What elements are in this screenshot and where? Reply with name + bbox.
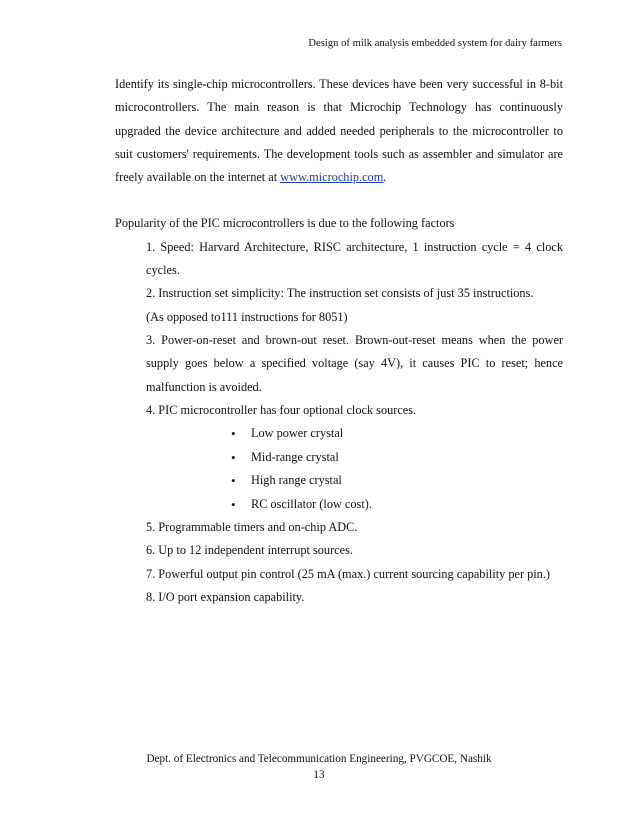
- popularity-heading: Popularity of the PIC microcontrollers is due to the following factors: [115, 216, 455, 231]
- page-header: Design of milk analysis embedded system for dairy farmers: [308, 38, 562, 49]
- factor-item-output-pin: 7. Powerful output pin control (25 mA (max.) current sourcing capability per pin.): [146, 566, 550, 581]
- factor-item-reset: 3. Power-on-reset and brown-out reset. Brown-out-reset means when the power supply goes below a specified voltage (say 4V), it causes PIC to reset; hence malfunction is avoided.: [146, 332, 563, 394]
- clock-source-list: [146, 422, 563, 516]
- page-footer: [0, 751, 638, 783]
- intro-end: .: [383, 170, 387, 185]
- factor-item-timers: 5. Programmable timers and on-chip ADC.: [146, 520, 358, 535]
- microchip-link[interactable]: www.microchip.com: [280, 170, 384, 185]
- factor-list: [115, 236, 563, 610]
- factor-item-io-expansion: 8. I/O port expansion capability.: [146, 590, 305, 605]
- factor-item-clock-sources: 4. PIC microcontroller has four optional clock sources.: [146, 402, 417, 417]
- clock-source-item: • RC oscillator (low cost).: [231, 493, 563, 517]
- factor-item-speed: 1. Speed: Harvard Architecture, RISC architecture, 1 instruction cycle = 4 clock cycles.: [146, 239, 563, 278]
- clock-source-item: • Mid-range crystal: [231, 446, 563, 470]
- page-number: 13: [313, 769, 325, 781]
- paragraph-gap: [115, 189, 563, 212]
- factor-item-comparison-note: (As opposed to111 instructions for 8051): [146, 309, 348, 324]
- clock-source-item: • High range crystal: [231, 469, 563, 493]
- intro-text: Identify its single-chip microcontrollers. These devices have been very successful in 8-bit microcontrollers. The main reason is that Microchip Technology has continuously upgraded the device architecture and added needed peripherals to the microcontroller to suit customers' requirements. The development tools such as assembler and simulator are freely available on the internet at: [115, 77, 563, 185]
- footer-department: Dept. of Electronics and Telecommunication Engineering, PVGCOE, Nashik: [146, 753, 492, 765]
- intro-paragraph: [115, 73, 563, 189]
- clock-source-item: • Low power crystal: [231, 422, 563, 446]
- factor-item-interrupts: 6. Up to 12 independent interrupt sources.: [146, 543, 353, 558]
- factor-item-instruction-set: 2. Instruction set simplicity: The instruction set consists of just 35 instructions.: [146, 286, 534, 301]
- document-body: [115, 73, 563, 609]
